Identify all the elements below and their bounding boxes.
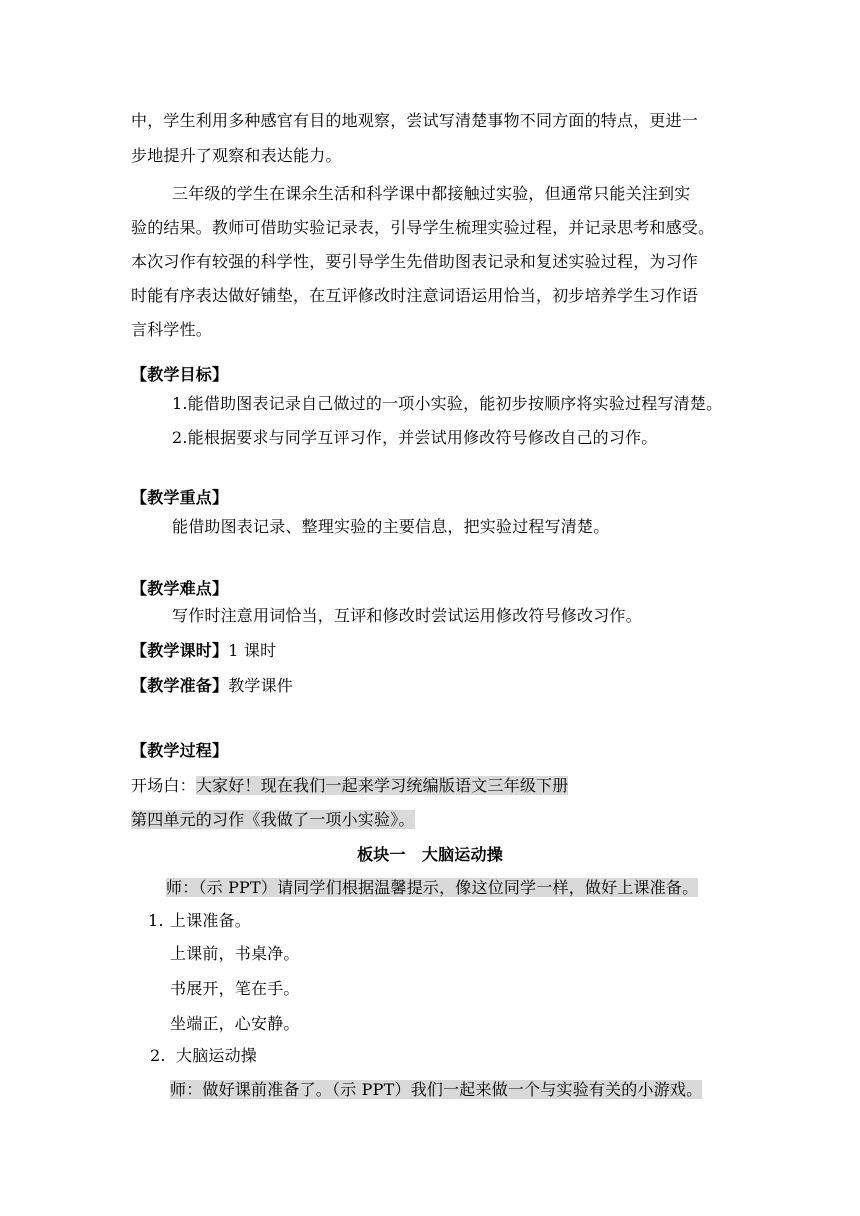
- prep-line: [131, 675, 293, 697]
- rhyme-line-1: 上课前，书桌净。: [170, 944, 300, 963]
- prep-value: 教学课件: [228, 676, 294, 695]
- goals-heading: 【教学目标】: [131, 365, 229, 384]
- teacher-line-1: [166, 877, 698, 899]
- rhyme-line-3: 坐端正，心安静。: [170, 1014, 300, 1033]
- opening-text-1: 大家好！现在我们一起来学习统编版语文三年级下册: [195, 776, 569, 795]
- opening-line-1: [131, 775, 568, 797]
- intro-paragraph-2-line-5: 言科学性。: [131, 320, 213, 339]
- hours-value: 1 课时: [228, 641, 277, 660]
- difficulties-heading: 【教学难点】: [131, 579, 229, 598]
- intro-paragraph-2-line-2: 验的结果。教师可借助实验记录表，引导学生梳理实验过程，并记录思考和感受。: [131, 218, 715, 237]
- intro-paragraph-2-line-4: 时能有序表达做好铺垫，在互评修改时注意词语运用恰当，初步培养学生习作语: [131, 286, 699, 305]
- opening-text-2: 第四单元的习作《我做了一项小实验》。: [131, 810, 415, 829]
- teacher-text-2: 师：做好课前准备了。（示 PPT）我们一起来做一个与实验有关的小游戏。: [170, 1080, 703, 1099]
- section-title: 板块一 大脑运动操: [357, 845, 503, 864]
- teacher-text-1: 师：（示 PPT）请同学们根据温馨提示，像这位同学一样，做好上课准备。: [166, 878, 699, 897]
- step-2-number: 2.: [150, 1046, 166, 1065]
- difficulties-text: 写作时注意用词恰当，互评和修改时尝试运用修改符号修改习作。: [172, 606, 642, 625]
- prep-label: 【教学准备】: [131, 676, 229, 695]
- goal-item-1: 1.能借助图表记录自己做过的一项小实验，能初步按顺序将实验过程写清楚。: [172, 394, 723, 413]
- intro-paragraph-1-line-2: 步地提升了观察和表达能力。: [131, 146, 342, 165]
- hours-line: [131, 640, 276, 662]
- step-2: [150, 1045, 257, 1067]
- key-points-heading: 【教学重点】: [131, 488, 229, 507]
- step-1: [148, 910, 251, 932]
- step-1-number: 1.: [148, 911, 164, 930]
- intro-paragraph-2-line-3: 本次习作有较强的科学性，要引导学生先借助图表记录和复述实验过程，为习作: [131, 252, 699, 271]
- process-heading: 【教学过程】: [131, 741, 229, 760]
- step-2-title: 大脑运动操: [176, 1046, 258, 1065]
- key-points-text: 能借助图表记录、整理实验的主要信息，把实验过程写清楚。: [172, 517, 610, 536]
- goal-item-2: 2.能根据要求与同学互评习作，并尝试用修改符号修改自己的习作。: [172, 428, 658, 447]
- teacher-line-2: [170, 1079, 702, 1101]
- step-1-title: 上课准备。: [170, 911, 252, 930]
- opening-line-2: [131, 809, 415, 831]
- rhyme-line-2: 书展开，笔在手。: [170, 979, 300, 998]
- hours-label: 【教学课时】: [131, 641, 229, 660]
- opening-label: 开场白：: [131, 776, 196, 795]
- intro-paragraph-1-line-1: 中，学生利用多种感官有目的地观察，尝试写清楚事物不同方面的特点，更进一: [131, 111, 699, 130]
- intro-paragraph-2-line-1: 三年级的学生在课余生活和科学课中都接触过实验，但通常只能关注到实: [172, 184, 691, 203]
